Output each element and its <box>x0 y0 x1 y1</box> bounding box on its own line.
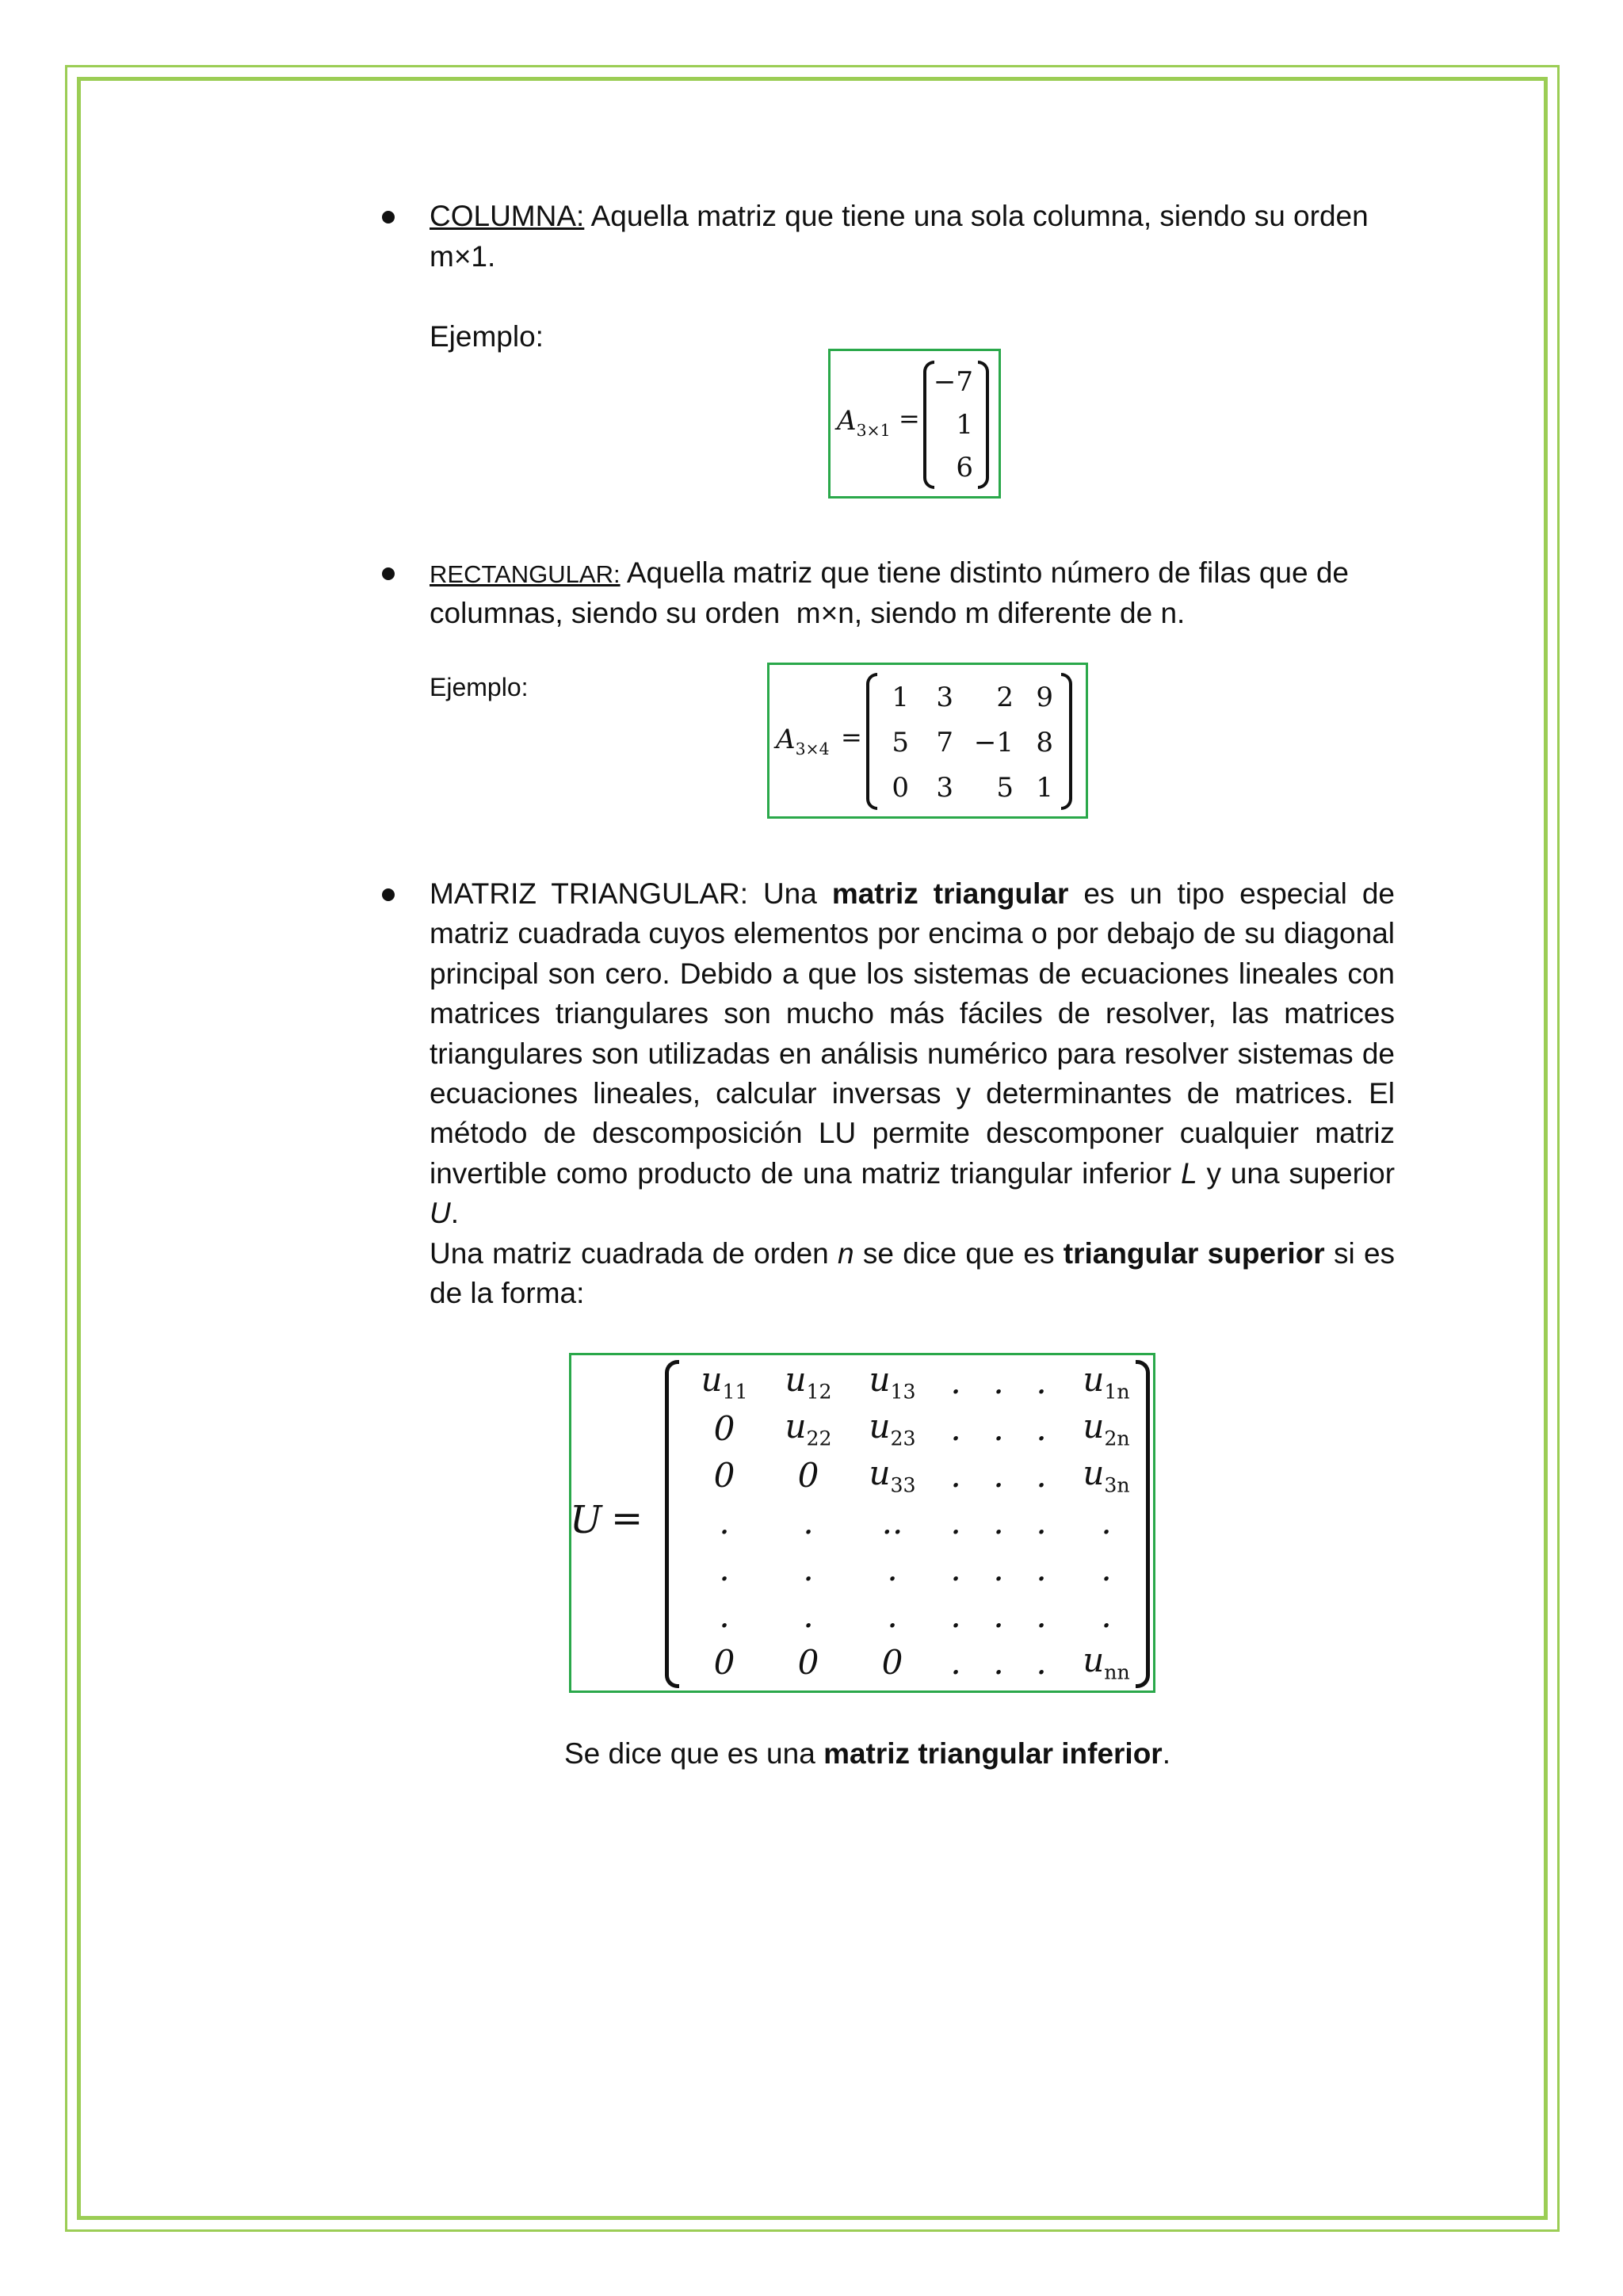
matrix-a3x1-subscript: 3×1 <box>856 420 891 440</box>
rectangular-term: RECTANGULAR: <box>430 560 621 588</box>
matrix-u-cell-base: 0 <box>797 1456 819 1495</box>
matrix-u-cell <box>934 1362 977 1401</box>
matrix-u-cell <box>1020 1409 1063 1448</box>
matrix-a3x1-cell: −7 <box>933 366 973 398</box>
matrix-u-cell-base: . <box>950 1643 961 1682</box>
matrix-u-cell <box>850 1549 934 1588</box>
matrix-a3x1-box <box>828 349 1001 499</box>
matrix-u-cell <box>766 1407 850 1450</box>
columna-example-label: Ejemplo: <box>430 320 544 353</box>
matrix-u-cell-base: u <box>869 1407 891 1446</box>
matrix-u-cell <box>850 1407 934 1450</box>
matrix-u-cell <box>682 1549 766 1588</box>
matrix-u-cell <box>682 1596 766 1635</box>
matrix-a3x1-cell: 6 <box>956 452 973 483</box>
matrix-a3x4-cell: 3 <box>936 771 953 804</box>
triangular-var-n: n <box>838 1237 854 1270</box>
matrix-u-cell <box>766 1549 850 1588</box>
matrix-u-cell-subscript: 11 <box>722 1380 748 1404</box>
matrix-u-cell-subscript: 22 <box>806 1427 832 1450</box>
matrix-a3x4-cell: 9 <box>1036 681 1053 713</box>
matrix-a3x1-cell: 1 <box>956 409 973 441</box>
matrix-u-cell-base: 0 <box>881 1643 903 1682</box>
matrix-a3x1-right-paren <box>978 361 989 489</box>
matrix-u-cell <box>934 1596 977 1635</box>
matrix-u-cell-base: . <box>1101 1549 1112 1588</box>
triangular-line2-post: si es de la forma: <box>430 1237 1396 1310</box>
matrix-u-cell-base: . <box>950 1456 961 1495</box>
matrix-u-cell <box>850 1643 934 1682</box>
matrix-u-cell <box>682 1643 766 1682</box>
triangular-superior-bold: triangular superior <box>1063 1237 1325 1270</box>
matrix-u-cell-base: 0 <box>797 1643 819 1682</box>
matrix-u-cell-subscript: 33 <box>890 1473 916 1497</box>
matrix-u-cell <box>850 1454 934 1496</box>
matrix-u-cell-base: 0 <box>713 1409 735 1448</box>
triangular-superior-paragraph <box>430 1234 1395 1314</box>
triangular-intro: MATRIZ TRIANGULAR: Una <box>430 877 817 910</box>
matrix-u-cell <box>1020 1362 1063 1401</box>
matrix-u-cell-base: . <box>950 1596 961 1635</box>
matrix-u-cell <box>682 1503 766 1541</box>
matrix-u-cell-base: . <box>887 1596 898 1635</box>
triangular-line2-mid: se dice que es <box>862 1237 1055 1270</box>
matrix-u-cell-base: . <box>993 1503 1004 1541</box>
matrix-u-entries <box>682 1358 1150 1686</box>
matrix-a3x4-cell: 5 <box>996 771 1014 804</box>
triangular-body: es un tipo especial de matriz cuadrada cuyos elementos por encima o por debajo de su diagonal principal son cero. Debido a que los sistemas de ecuaciones lineales con matrices triangulares son mucho más fáciles de resolver, las matrices triangulares son utilizadas en análisis numérico para resolver sistemas de ecuaciones lineales, calcular inversas y determinantes de matrices. El método de descomposición LU permite descomponer cualquier matriz invertible como producto de una matriz triangular inferior <box>430 877 1395 1190</box>
matrix-u-cell <box>977 1362 1020 1401</box>
matrix-u-right-paren <box>1136 1360 1150 1688</box>
matrix-u-cell-base: u <box>1083 1407 1105 1446</box>
matrix-a3x4-cell: 2 <box>996 681 1014 713</box>
matrix-a3x4-cell: 7 <box>936 726 953 758</box>
matrix-u-cell-base: . <box>993 1362 1004 1401</box>
matrix-u-cell-base: . <box>1101 1503 1112 1541</box>
matrix-u-cell-base: . <box>1036 1596 1047 1635</box>
matrix-a3x1-entries <box>932 361 973 489</box>
matrix-u-cell-subscript: 13 <box>890 1380 916 1404</box>
matrix-u-cell <box>934 1549 977 1588</box>
triangular-paragraph <box>430 874 1395 1234</box>
matrix-u-cell-base: . <box>803 1596 814 1635</box>
matrix-a3x1-label <box>837 405 891 440</box>
closing-pre: Se dice que es una <box>564 1737 815 1770</box>
matrix-a3x1-equals: = <box>899 403 920 434</box>
matrix-u-cell-base: . <box>719 1549 730 1588</box>
matrix-u-cell <box>977 1643 1020 1682</box>
triangular-var-l: L <box>1181 1156 1197 1190</box>
matrix-u-cell <box>1020 1596 1063 1635</box>
matrix-u-cell-base: . <box>1101 1596 1112 1635</box>
matrix-a3x4-label <box>776 724 830 758</box>
matrix-u-cell-base: u <box>785 1360 807 1400</box>
rectangular-example-label: Ejemplo: <box>430 673 529 701</box>
matrix-u-cell <box>977 1409 1020 1448</box>
matrix-u-cell-base: . <box>993 1643 1004 1682</box>
matrix-u-cell <box>977 1456 1020 1495</box>
matrix-u-cell-base: . <box>993 1456 1004 1495</box>
matrix-u-cell-base: . <box>1036 1503 1047 1541</box>
matrix-u-cell-base: 0 <box>713 1643 735 1682</box>
matrix-u-cell <box>682 1360 766 1403</box>
matrix-u-cell-subscript: 23 <box>890 1427 916 1450</box>
matrix-u-cell-base: . <box>950 1362 961 1401</box>
matrix-u-cell-base: . <box>719 1596 730 1635</box>
triangular-end: . <box>450 1197 460 1230</box>
matrix-a3x4-cell: 0 <box>892 771 909 804</box>
matrix-u-cell <box>977 1503 1020 1541</box>
matrix-u-box <box>569 1353 1155 1693</box>
matrix-u-cell-base: .. <box>881 1503 903 1541</box>
matrix-u-cell-base: u <box>869 1454 891 1493</box>
triangular-inferior-sentence <box>564 1734 1170 1774</box>
matrix-u-cell-base: . <box>1036 1362 1047 1401</box>
matrix-u-cell-base: . <box>1036 1456 1047 1495</box>
matrix-u-cell-base: . <box>1036 1549 1047 1588</box>
matrix-u-cell <box>682 1409 766 1448</box>
matrix-u-cell-base: u <box>869 1360 891 1400</box>
columna-definition <box>430 197 1404 236</box>
matrix-u-cell-base: . <box>993 1409 1004 1448</box>
matrix-a3x4-cell: 8 <box>1036 726 1053 758</box>
matrix-u-equals: = <box>611 1496 643 1541</box>
matrix-a3x4-cell: 5 <box>892 726 909 758</box>
matrix-u-cell-subscript: 2n <box>1104 1427 1130 1450</box>
matrix-u-cell-base: u <box>701 1360 723 1400</box>
matrix-u-cell-base: . <box>803 1549 814 1588</box>
matrix-u-cell-base: . <box>950 1409 961 1448</box>
matrix-u-cell-subscript: 12 <box>806 1380 832 1404</box>
matrix-u-cell <box>977 1549 1020 1588</box>
matrix-a3x4-cell: −1 <box>973 726 1014 758</box>
matrix-a3x4-box <box>767 663 1088 819</box>
matrix-u-cell <box>934 1503 977 1541</box>
triangular-bold-term: matriz triangular <box>831 877 1069 910</box>
matrix-u-cell <box>1020 1456 1063 1495</box>
matrix-a3x4-cell: 1 <box>892 681 909 713</box>
rectangular-text-line1: Aquella matriz que tiene distinto número de filas que de <box>626 556 1349 589</box>
columna-term: COLUMNA: <box>430 200 585 232</box>
matrix-a3x4-name: A <box>776 724 796 755</box>
matrix-u-cell-base: u <box>1083 1641 1105 1680</box>
matrix-u-cell-base: . <box>719 1503 730 1541</box>
matrix-u-cell <box>850 1360 934 1403</box>
triangular-inferior-bold: matriz triangular inferior <box>823 1737 1163 1770</box>
matrix-u-cell <box>934 1409 977 1448</box>
columna-order: m×1. <box>430 240 496 273</box>
matrix-u-cell <box>934 1643 977 1682</box>
matrix-u-cell-base: . <box>950 1503 961 1541</box>
matrix-u-cell <box>682 1456 766 1495</box>
triangular-var-u: U <box>430 1197 451 1230</box>
matrix-u-cell <box>766 1643 850 1682</box>
matrix-u-cell-base: . <box>1036 1643 1047 1682</box>
matrix-u-cell-base: . <box>993 1549 1004 1588</box>
rectangular-definition <box>430 553 1395 594</box>
matrix-u-cell <box>850 1596 934 1635</box>
matrix-a3x4-entries <box>876 674 1053 810</box>
matrix-u-cell <box>1020 1549 1063 1588</box>
bullet-columna <box>382 211 395 223</box>
matrix-u-cell <box>934 1456 977 1495</box>
matrix-u-cell-base: u <box>785 1407 807 1446</box>
matrix-u-cell-subscript: 1n <box>1104 1380 1130 1404</box>
columna-text: Aquella matriz que tiene una sola columna, siendo su orden <box>590 200 1369 232</box>
matrix-u-left-paren <box>665 1360 679 1688</box>
matrix-u-cell-base: . <box>803 1503 814 1541</box>
rectangular-text-line2: columnas, siendo su orden m×n, siendo m diferente de n. <box>430 597 1186 629</box>
matrix-u-cell-subscript: 3n <box>1104 1473 1130 1497</box>
matrix-u-cell-base: . <box>993 1596 1004 1635</box>
matrix-u-cell <box>766 1503 850 1541</box>
matrix-u-cell <box>766 1596 850 1635</box>
matrix-u-cell <box>1020 1503 1063 1541</box>
matrix-a3x1-name: A <box>837 405 857 437</box>
matrix-a3x4-cell: 3 <box>936 681 953 713</box>
bullet-triangular <box>382 888 395 901</box>
matrix-a3x4-right-paren <box>1061 673 1072 810</box>
matrix-u-cell-base: 0 <box>713 1456 735 1495</box>
matrix-u-cell-base: . <box>950 1549 961 1588</box>
matrix-a3x4-equals: = <box>841 722 862 752</box>
matrix-u-cell-base: . <box>887 1549 898 1588</box>
matrix-u-cell-subscript: nn <box>1104 1660 1130 1684</box>
matrix-u-cell <box>766 1456 850 1495</box>
matrix-u-name: U <box>570 1498 602 1542</box>
matrix-u-cell-base: u <box>1083 1454 1105 1493</box>
matrix-u-cell-base: . <box>1036 1409 1047 1448</box>
matrix-u-cell <box>1020 1643 1063 1682</box>
matrix-a3x4-subscript: 3×4 <box>795 739 830 758</box>
matrix-a3x4-cell: 1 <box>1036 771 1053 804</box>
matrix-u-cell <box>977 1596 1020 1635</box>
matrix-u-cell <box>766 1360 850 1403</box>
triangular-line2-pre: Una matriz cuadrada de orden <box>430 1237 829 1270</box>
triangular-mid: y una superior <box>1206 1156 1396 1190</box>
closing-post: . <box>1162 1737 1170 1770</box>
matrix-u-cell <box>850 1503 934 1541</box>
bullet-rectangular <box>382 567 395 580</box>
matrix-u-cell-base: u <box>1083 1360 1105 1400</box>
